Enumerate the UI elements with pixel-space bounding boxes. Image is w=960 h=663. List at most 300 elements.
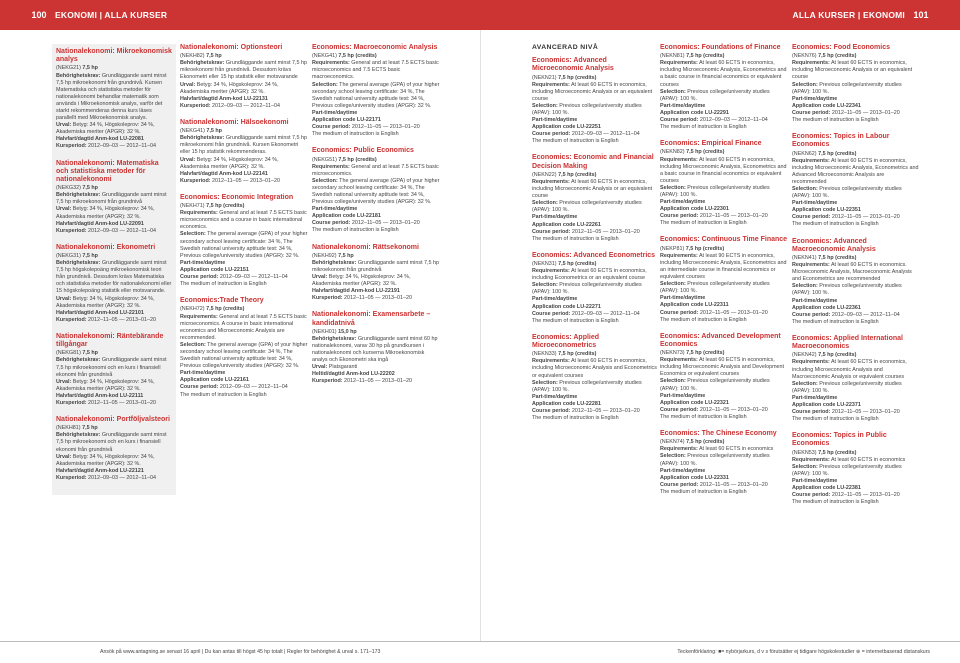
course-credits: 7,5 hp (credits) <box>818 449 857 456</box>
course-credits: 7,5 hp (credits) <box>558 260 597 267</box>
course-code: (NEKN62) <box>792 150 817 157</box>
detail-label: Kursperiod: <box>56 316 87 323</box>
detail-label: Selection: <box>312 177 338 184</box>
course-detail-line <box>180 342 308 370</box>
course-detail-line <box>792 478 920 485</box>
detail-label: Requirements: <box>792 60 830 67</box>
detail-label: Requirements: <box>312 60 350 67</box>
course-code: (NEKH72) <box>180 306 205 313</box>
detail-label: Selection: <box>532 282 558 289</box>
course-detail-line <box>56 260 172 295</box>
detail-value: 2012–11–05 — 2013–01–20 <box>698 481 768 488</box>
course-detail-line <box>792 262 920 283</box>
course-detail-line <box>532 229 660 236</box>
course-entry <box>56 416 172 482</box>
course-detail-line <box>792 464 920 478</box>
course-title: Economics: Economic and Financial Decision Making <box>532 154 654 170</box>
course-credits: 7,5 hp <box>82 350 98 357</box>
detail-label: Behörighetskrav: <box>180 135 225 142</box>
course-detail-line <box>660 475 788 482</box>
detail-label: Selection: <box>792 463 818 470</box>
course-detail-line <box>792 381 920 395</box>
course-detail-line <box>660 103 788 110</box>
course-detail-line <box>532 82 660 103</box>
course-code-line <box>792 450 920 457</box>
course-code-line <box>660 439 788 446</box>
course-detail-line <box>660 220 788 227</box>
course-entry <box>56 333 172 407</box>
course-detail-line <box>56 310 172 317</box>
course-entry <box>180 119 308 185</box>
course-detail-line <box>312 364 440 371</box>
course-detail-line <box>792 305 920 312</box>
course-title: Economics: Topics in Public Economics <box>792 432 887 448</box>
course-detail-line <box>532 117 660 124</box>
course-detail-line <box>532 282 660 296</box>
detail-label: Course period: <box>180 384 219 391</box>
course-detail-line <box>660 199 788 206</box>
course-title: Economics: Topics in Labour Economics <box>792 133 890 149</box>
detail-value: At least 60 ECTS in economics <box>829 456 906 463</box>
detail-value: 2012–09–03 — 2012–11–04 <box>570 131 640 138</box>
detail-label: Requirements: <box>532 268 570 275</box>
detail-value: Previous college/university studies (APAV): 100 %. <box>792 81 902 95</box>
course-detail-line <box>792 312 920 319</box>
detail-value: The medium of instruction is English <box>312 131 399 138</box>
course-detail-line <box>312 82 440 110</box>
course-detail-line <box>180 135 308 156</box>
detail-label: Course period: <box>532 407 571 414</box>
course-credits: 7,5 hp <box>82 253 98 259</box>
course-code: (NEKN74) <box>660 439 685 446</box>
detail-value: The general average (GPA) of your higher secondary school leaving certificate: 34 %, The Swedish national university aptitude test: 34 %, Previous college/university studies (APGR): 32 %. <box>312 81 440 109</box>
detail-value: The medium of instruction is English <box>660 413 747 420</box>
course-code: (NEKN76) <box>792 53 817 60</box>
course-code-line <box>532 351 660 358</box>
detail-value: The medium of instruction is English <box>532 415 619 422</box>
detail-value: The medium of instruction is English <box>660 124 747 131</box>
detail-value: 2012–11–05 — 2013–01–20 <box>698 213 768 220</box>
course-detail-line <box>56 296 172 310</box>
detail-value: 2012–09–03 — 2012–11–04 <box>218 274 288 281</box>
detail-label: Part-time/daytime <box>792 200 838 207</box>
course-detail-line <box>532 358 660 379</box>
detail-value: Grundläggande samt minst 7,5 hp mikroekonomi från grundnivå <box>312 259 440 273</box>
detail-value: Betyg: 34 %, Högskoleprov: 34 %, Akademiska meriter (APGR): 32 %. <box>56 122 155 136</box>
course-entry <box>660 333 788 421</box>
detail-label: Requirements: <box>792 157 830 164</box>
detail-value: Betyg: 34 %, Högskoleprov: 34 %, Akademiska meriter (APGR): 32 %. <box>180 81 279 95</box>
course-detail-line <box>180 178 308 185</box>
detail-value: Grundläggande samt minst 7,5 hp mikroekonomi och en kurs i finansiell ekonomi från grundnivå <box>56 432 167 453</box>
course-title: Economics: Macroeconomic Analysis <box>312 44 438 51</box>
course-detail-line <box>792 200 920 207</box>
course-detail-line <box>56 143 172 150</box>
detail-label: Selection: <box>532 200 558 207</box>
course-detail-line <box>56 393 172 400</box>
course-detail-line <box>660 157 788 185</box>
course-title: Economics:Trade Theory <box>180 297 264 305</box>
course-detail-line <box>56 379 172 393</box>
course-detail-line <box>532 103 660 117</box>
course-code: (NEKH71) <box>180 203 205 210</box>
course-detail-line <box>792 485 920 492</box>
course-detail-line <box>660 206 788 213</box>
course-code-line <box>180 53 308 60</box>
detail-value: Previous college/university studies (APAV): 100 %. <box>792 463 902 477</box>
course-code-line <box>312 53 440 60</box>
course-entry <box>180 297 308 398</box>
course-detail-line <box>312 220 440 227</box>
course-detail-line <box>532 380 660 394</box>
detail-label: Behörighetskrav: <box>56 260 101 267</box>
course-title: Nationalekonomi: Hälsoekonomi <box>180 118 289 126</box>
detail-value: The general average (GPA) of your higher secondary school leaving certificate: 34 %, The Swedish national university aptitude test: 34 %, Previous college/university studies (APGR): 32 %. <box>312 177 440 206</box>
course-title: Nationalekonomi: Räntebärande tillgångar <box>56 332 164 349</box>
detail-label: Kursperiod: <box>180 177 211 184</box>
course-detail-line <box>180 210 308 231</box>
course-credits: 7,5 hp (credits) <box>206 306 245 313</box>
detail-value: The general average (GPA) of your higher secondary school leaving certificate: 34 %, The Swedish national university aptitude test: 34 %, Previous college/university studies (APGR): 32 %. <box>180 231 308 259</box>
course-detail-line <box>532 415 660 422</box>
detail-value: At least 60 ECTS in economics, including Microeconomic Analysis and Macroeconomic Analysis or equivalent courses <box>792 359 907 380</box>
course-title: Economics: The Chinese Economy <box>660 430 777 438</box>
detail-value: Previous college/university studies (APAV): 100 %. <box>792 186 902 200</box>
course-code-line <box>312 329 440 336</box>
course-detail-line <box>792 214 920 221</box>
course-code: (NEKN81) <box>660 53 685 60</box>
course-code: (NEKN22) <box>532 171 557 178</box>
course-detail-line <box>660 117 788 124</box>
detail-value: Betyg: 34 %, Högskoleprov: 34 %, Akademiska meriter (APGR): 32 %. <box>56 378 155 392</box>
detail-label: Part-time/daytime <box>532 393 578 400</box>
detail-label: Halvfart/dagtid Anm-kod LU-22141 <box>180 170 268 177</box>
detail-label: Part-time/daytime <box>532 296 578 303</box>
course-detail-line <box>792 359 920 380</box>
detail-value: Grundläggande samt minst 60 hp nationalekonomi, varav 30 hp på grundkursen i nationalekonomi och kurserna Mikroekonomisk analys och Ekonometri ska ingå <box>312 335 438 364</box>
course-credits: 7,5 hp (credits) <box>558 171 597 178</box>
detail-value: At least 60 ECTS in economics, including Microeconomic Analysis or an equivalent course <box>532 178 653 200</box>
course-code-line <box>56 350 172 357</box>
detail-value: The medium of instruction is English <box>792 416 879 423</box>
detail-value: Previous college/university studies (APAV): 100 %. <box>792 380 902 394</box>
course-detail-line <box>312 213 440 220</box>
course-detail-line <box>660 400 788 407</box>
course-detail-line <box>312 206 440 213</box>
detail-label: Course period: <box>532 131 571 138</box>
course-code-line <box>660 246 788 253</box>
course-detail-line <box>532 311 660 318</box>
detail-label: Behörighetskrav: <box>56 72 101 79</box>
detail-label: Halvfart/dagtid Anm-kod LU-22131 <box>180 95 268 102</box>
course-credits: 7,5 hp <box>82 65 98 72</box>
course-entry <box>792 432 920 506</box>
detail-label: Requirements: <box>660 60 698 67</box>
detail-label: Application code LU-22381 <box>792 485 861 492</box>
course-detail-line <box>56 432 172 453</box>
course-detail-line <box>312 110 440 117</box>
course-title: Economics: Empirical Finance <box>660 140 762 148</box>
detail-label: Part-time/daytime <box>660 392 706 399</box>
detail-value: Platsgaranti <box>327 364 358 371</box>
course-detail-line <box>532 318 660 325</box>
course-entry <box>660 44 788 131</box>
detail-label: Part-time/daytime <box>792 95 838 102</box>
course-detail-line <box>180 392 308 399</box>
detail-label: Application code LU-22251 <box>532 124 601 131</box>
course-detail-line <box>532 394 660 401</box>
detail-value: At least 60 ECTS in economics, including Econometrics or an equivalent course <box>532 268 647 282</box>
course-credits: 7,5 hp (credits) <box>206 203 245 210</box>
course-detail-line <box>792 117 920 124</box>
detail-value: Previous college/university studies (APAV): 100 %. <box>532 102 642 116</box>
detail-value: 2012–11–05 — 2013–01–20 <box>210 177 281 184</box>
detail-label: Requirements: <box>660 252 698 259</box>
detail-label: Part-time/daytime <box>532 214 578 221</box>
detail-value: Previous college/university studies (APAV): 100 %. <box>532 200 642 214</box>
detail-label: Part-time/daytime <box>660 199 706 206</box>
course-detail-line <box>180 60 308 81</box>
course-column-1 <box>52 44 176 495</box>
course-title: Economics: Advanced Macroeconomic Analysis <box>792 237 876 253</box>
course-code-line <box>56 65 172 72</box>
course-detail-line <box>180 274 308 281</box>
course-detail-line <box>660 110 788 117</box>
course-detail-line <box>792 457 920 464</box>
detail-label: Part-time/daytime <box>660 295 706 302</box>
course-code: (NEKN42) <box>792 352 817 359</box>
course-entry <box>56 160 172 235</box>
course-detail-line <box>56 192 172 206</box>
course-code-line <box>792 53 920 60</box>
course-code: (NEKN73) <box>660 350 685 357</box>
course-code-line <box>792 352 920 359</box>
footer-legend-text: Teckenförklaring: ■= nybörjarkurs, d v s förutsätter ej tidigare högskolestudier ⊕ = internetbaserad distanskurs <box>677 649 930 655</box>
course-entry <box>532 252 660 325</box>
detail-value: Grundläggande samt minst 7,5 hp mikroekonomi från grundnivå. Kursen Matematiska och statistiska metoder för nationalekonomi behandlar matematik som används i Mikroekonomisk analys, varför det starkt rekommenderas denna kurs läses parallellt med Mikroekonomisk analys. <box>56 72 167 122</box>
detail-label: Part-time/daytime <box>660 102 706 109</box>
detail-value: 2012–11–05 — 2013–01–20 <box>570 407 640 414</box>
course-detail-line <box>312 60 440 81</box>
course-detail-line <box>660 253 788 281</box>
detail-label: Selection: <box>660 453 686 460</box>
detail-label: Requirements: <box>532 358 570 365</box>
course-code: (NEKG51) <box>312 156 337 163</box>
course-detail-line <box>660 468 788 475</box>
course-detail-line <box>56 475 172 482</box>
detail-label: Part-time/daytime <box>180 259 226 266</box>
course-code: (NEKH82) <box>180 53 205 60</box>
detail-value: 2012–09–03 — 2012–11–04 <box>218 384 288 391</box>
course-detail-line <box>660 89 788 103</box>
detail-label: Requirements: <box>660 446 698 453</box>
detail-value: The medium of instruction is English <box>660 220 747 227</box>
course-detail-line <box>532 296 660 303</box>
detail-label: Application code LU-22361 <box>792 304 861 311</box>
detail-label: Course period: <box>660 117 699 124</box>
course-detail-line <box>180 384 308 391</box>
course-credits: 7,5 hp (credits) <box>686 149 725 156</box>
detail-label: Application code LU-22291 <box>660 109 729 116</box>
detail-value: The medium of instruction is English <box>180 391 267 398</box>
detail-value: The medium of instruction is English <box>532 138 619 145</box>
detail-label: Selection: <box>660 281 686 288</box>
detail-value: General and at least 7.5 ECTS basic microeconomics. A course in basic international economics and Microeconomic Analysis are recommended. <box>180 313 307 341</box>
detail-label: Selection: <box>792 380 818 387</box>
detail-value: Betyg: 34 %, Högskoleprov: 34 %, Akademiska meriter (APGR): 32 %. <box>56 295 155 309</box>
detail-value: Betyg: 34 %, Högskoleprov: 34 %, Akademiska meriter (APGR): 32 %. <box>56 453 155 467</box>
detail-label: Application code LU-22301 <box>660 206 729 213</box>
course-detail-line <box>312 274 440 288</box>
course-title: Economics: Foundations of Finance <box>660 44 781 51</box>
course-credits: 7,5 hp (credits) <box>338 156 377 163</box>
detail-label: Course period: <box>660 213 699 220</box>
course-credits: 7,5 hp <box>82 425 98 432</box>
detail-label: Requirements: <box>792 359 830 366</box>
detail-label: Kursperiod: <box>56 227 87 234</box>
course-detail-line <box>660 453 788 467</box>
detail-value: Previous college/university studies (APAV): 100 %. <box>660 453 770 467</box>
detail-value: Betyg: 34 %, Högskoleprov: 34 %, Akademiska meriter (APGR): 32 %. <box>312 274 411 288</box>
detail-value: Grundläggande samt minst 7,5 hp mikroekonomi från grundnivå. Kursen Ekonometri eller 15 hp statistik rekommenderas. <box>180 135 308 156</box>
detail-value: Previous college/university studies (APAV): 100 %. <box>792 283 902 297</box>
detail-value: Previous college/university studies (APAV): 100 %. <box>532 282 642 296</box>
detail-value: 2012–09–03 — 2012–11–04 <box>86 143 157 150</box>
course-title: Nationalekonomi: Portföljvalsteori <box>56 416 170 424</box>
detail-label: Urval: <box>180 81 196 88</box>
course-detail-line <box>792 110 920 117</box>
course-detail-line <box>792 207 920 214</box>
detail-label: Course period: <box>792 409 831 416</box>
course-code-line <box>312 157 440 164</box>
detail-value: At least 60 ECTS in economics, including Microeconomic Analysis or an equivalent course <box>532 81 653 102</box>
detail-label: Behörighetskrav: <box>56 432 101 439</box>
course-detail-line <box>660 407 788 414</box>
detail-label: Kursperiod: <box>56 400 87 406</box>
detail-value: Grundläggande samt minst 7,5 hp mikroekonomi och en kurs i finansiell ekonomi från grundnivå <box>56 357 167 378</box>
course-detail-line <box>312 117 440 124</box>
detail-value: 2012–09–03 — 2012–11–04 <box>86 474 157 481</box>
detail-label: Selection: <box>792 283 818 290</box>
detail-label: Course period: <box>180 274 219 281</box>
course-title: Nationalekonomi: Ekonometri <box>56 243 156 251</box>
course-entry <box>792 44 920 124</box>
detail-label: Selection: <box>792 186 818 193</box>
left-page-number: 100 <box>31 10 47 20</box>
course-column-6 <box>792 44 920 515</box>
detail-value: The medium of instruction is English <box>660 488 747 495</box>
course-code-line <box>660 53 788 60</box>
course-credits: 7,5 hp (credits) <box>818 352 857 359</box>
course-detail-line <box>660 378 788 392</box>
course-title: Economics: Economic Integration <box>180 193 294 201</box>
detail-value: At least 60 ECTS in economics, including Microeconomic Analysis, Econometrics and Advanced Microeconomic Analysis are recommended <box>792 157 919 185</box>
detail-value: At least 60 ECTS in economics, including Microeconomic Analysis and Econometrics or equivalent courses <box>532 358 657 379</box>
detail-label: Course period: <box>312 124 351 131</box>
detail-label: Requirements: <box>180 313 218 320</box>
detail-label: Halvfart/dagtid Anm-kod LU-22101 <box>56 309 144 316</box>
detail-label: Behörighetskrav: <box>312 259 357 266</box>
course-code-line <box>56 253 172 260</box>
course-entry <box>532 334 660 422</box>
course-code: (NEKP81) <box>660 245 685 252</box>
detail-value: 2012–11–05 — 2013–01–20 <box>350 124 420 131</box>
course-detail-line <box>312 227 440 234</box>
page-footer <box>0 641 960 663</box>
course-detail-line <box>56 228 172 235</box>
course-entry <box>312 311 440 385</box>
course-detail-line <box>312 288 440 295</box>
course-credits: 7,5 hp <box>206 128 222 135</box>
course-detail-line <box>532 236 660 243</box>
course-detail-line <box>660 310 788 317</box>
detail-value: At least 60 ECTS in economics, including Microeconomic Analysis or an equivalent course <box>792 60 913 81</box>
course-title: Economics: Food Economics <box>792 44 891 51</box>
course-detail-line <box>532 131 660 138</box>
course-detail-line <box>312 131 440 138</box>
detail-value: 2012–11–05 — 2013–01–20 <box>86 400 157 406</box>
course-code-line <box>180 128 308 135</box>
course-detail-line <box>660 185 788 199</box>
detail-label: Requirements: <box>532 178 570 185</box>
detail-value: The medium of instruction is English <box>792 117 879 124</box>
course-credits: 7,5 hp (credits) <box>686 53 725 60</box>
detail-label: Course period: <box>792 311 831 318</box>
detail-value: 2012–09–03 — 2012–11–04 <box>570 310 640 317</box>
course-code: (NEKH01) <box>312 328 337 335</box>
detail-label: Halvfart/dagtid Anm-kod LU-22121 <box>56 467 144 474</box>
course-detail-line <box>792 103 920 110</box>
course-code-line <box>660 149 788 156</box>
detail-value: 2012–11–05 — 2013–01–20 <box>698 406 768 413</box>
course-detail-line <box>532 124 660 131</box>
course-code-line <box>792 151 920 158</box>
detail-label: Kursperiod: <box>56 474 87 481</box>
course-credits: 7,5 hp <box>338 252 354 259</box>
course-detail-line <box>532 304 660 311</box>
course-detail-line <box>312 378 440 385</box>
course-entry <box>792 133 920 228</box>
course-title: Economics: Advanced Econometrics <box>532 251 656 259</box>
course-title: Economics: Advanced Microeconomic Analysis <box>532 57 614 73</box>
detail-label: Course period: <box>792 492 831 499</box>
detail-label: Application code LU-22341 <box>792 102 861 109</box>
course-detail-line <box>532 222 660 229</box>
detail-label: Course period: <box>660 481 699 488</box>
course-detail-line <box>56 357 172 378</box>
course-detail-line <box>180 103 308 110</box>
course-credits: 7,5 hp <box>82 185 98 192</box>
course-detail-line <box>532 214 660 221</box>
course-detail-line <box>312 371 440 378</box>
course-credits: 7,5 hp (credits) <box>338 53 377 60</box>
course-detail-line <box>660 281 788 295</box>
detail-label: Kursperiod: <box>56 143 87 150</box>
detail-label: Application code LU-22351 <box>792 207 861 214</box>
detail-value: The medium of instruction is English <box>532 317 619 324</box>
detail-label: Application code LU-22171 <box>312 117 381 124</box>
course-detail-line <box>792 416 920 423</box>
left-running-title: EKONOMI | ALLA KURSER <box>55 10 168 20</box>
detail-label: Part-time/daytime <box>660 467 706 474</box>
course-credits: 7,5 hp (credits) <box>558 351 597 358</box>
course-detail-line <box>792 60 920 81</box>
course-detail-line <box>56 206 172 220</box>
course-title: Economics: Applied Microeconometrics <box>532 333 600 350</box>
detail-value: The medium of instruction is English <box>660 316 747 323</box>
course-detail-line <box>180 260 308 267</box>
detail-value: 2012–11–05 — 2013–01–20 <box>342 295 413 302</box>
